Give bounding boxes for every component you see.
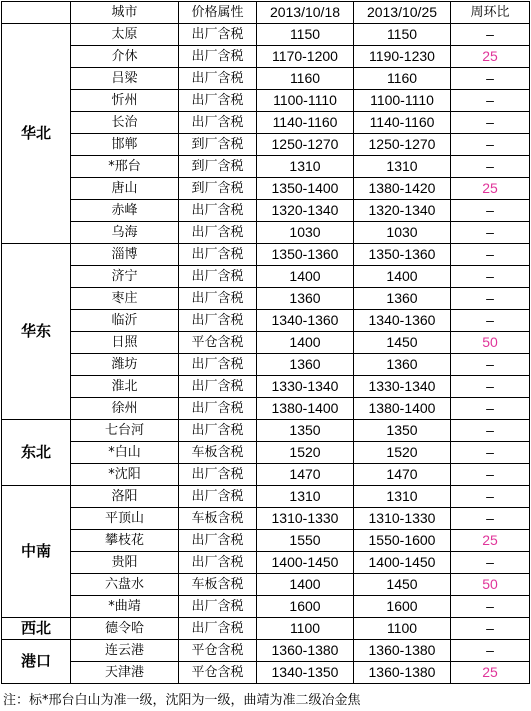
- table-row: [2, 46, 530, 68]
- table-row: [2, 618, 530, 640]
- city-cell: *邢台: [71, 156, 179, 178]
- price-date-2-cell: 1150: [354, 24, 451, 46]
- price-date-2-cell: 1190-1230: [354, 46, 451, 68]
- price-date-1-cell: 1100-1110: [257, 90, 354, 112]
- price-date-2-cell: 1600: [354, 596, 451, 618]
- city-cell: 洛阳: [71, 486, 179, 508]
- price-date-2-cell: 1520: [354, 442, 451, 464]
- table-row: [2, 200, 530, 222]
- price-date-2-cell: 1360: [354, 354, 451, 376]
- price-type-cell: 出厂含税: [179, 376, 257, 398]
- table-row: [2, 156, 530, 178]
- weekly-change-cell: –: [451, 376, 530, 398]
- price-date-2-cell: 1450: [354, 574, 451, 596]
- price-date-1-cell: 1320-1340: [257, 200, 354, 222]
- price-date-2-cell: 1330-1340: [354, 376, 451, 398]
- price-date-1-cell: 1140-1160: [257, 112, 354, 134]
- table-row: [2, 508, 530, 530]
- weekly-change-cell: –: [451, 508, 530, 530]
- weekly-change-cell: 25: [451, 662, 530, 684]
- header-change: 周环比: [451, 2, 530, 24]
- price-type-cell: 到厂含税: [179, 134, 257, 156]
- footnote: 注：标*邢台白山为准一级，沈阳为一级，曲靖为准二级冶金焦: [3, 693, 361, 708]
- price-type-cell: 出厂含税: [179, 112, 257, 134]
- city-cell: 七台河: [71, 420, 179, 442]
- weekly-change-cell: 50: [451, 574, 530, 596]
- table-row: [2, 442, 530, 464]
- weekly-change-cell: –: [451, 156, 530, 178]
- price-date-2-cell: 1250-1270: [354, 134, 451, 156]
- weekly-change-cell: –: [451, 640, 530, 662]
- price-date-1-cell: 1150: [257, 24, 354, 46]
- price-date-1-cell: 1350: [257, 420, 354, 442]
- price-type-cell: 平仓含税: [179, 662, 257, 684]
- price-date-1-cell: 1310: [257, 486, 354, 508]
- weekly-change-cell: –: [451, 398, 530, 420]
- price-type-cell: 出厂含税: [179, 398, 257, 420]
- table-row: [2, 596, 530, 618]
- weekly-change-cell: –: [451, 112, 530, 134]
- price-date-1-cell: 1030: [257, 222, 354, 244]
- table-row: [2, 552, 530, 574]
- price-type-cell: 到厂含税: [179, 178, 257, 200]
- table-row: [2, 266, 530, 288]
- weekly-change-cell: 25: [451, 530, 530, 552]
- price-date-2-cell: 1550-1600: [354, 530, 451, 552]
- price-date-1-cell: 1360: [257, 354, 354, 376]
- price-date-2-cell: 1400: [354, 266, 451, 288]
- city-cell: 太原: [71, 24, 179, 46]
- region-label: 华北: [2, 24, 71, 244]
- price-type-cell: 出厂含税: [179, 244, 257, 266]
- price-type-cell: 车板含税: [179, 442, 257, 464]
- weekly-change-cell: 25: [451, 178, 530, 200]
- coke-price-table: [1, 1, 530, 684]
- price-date-1-cell: 1350-1400: [257, 178, 354, 200]
- price-date-1-cell: 1360: [257, 288, 354, 310]
- price-date-2-cell: 1450: [354, 332, 451, 354]
- price-date-2-cell: 1360-1380: [354, 640, 451, 662]
- table-row: [2, 310, 530, 332]
- price-type-cell: 平仓含税: [179, 332, 257, 354]
- table-row: [2, 134, 530, 156]
- weekly-change-cell: –: [451, 464, 530, 486]
- weekly-change-cell: 50: [451, 332, 530, 354]
- table-row: [2, 332, 530, 354]
- table-body: [2, 24, 530, 684]
- city-cell: 天津港: [71, 662, 179, 684]
- header-city: 城市: [71, 2, 179, 24]
- price-type-cell: 出厂含税: [179, 200, 257, 222]
- table-row: [2, 662, 530, 684]
- price-date-1-cell: 1170-1200: [257, 46, 354, 68]
- price-date-2-cell: 1310: [354, 156, 451, 178]
- table-row: [2, 398, 530, 420]
- city-cell: 赤峰: [71, 200, 179, 222]
- city-cell: 德令哈: [71, 618, 179, 640]
- price-date-2-cell: 1350-1360: [354, 244, 451, 266]
- table-row: [2, 90, 530, 112]
- price-date-1-cell: 1250-1270: [257, 134, 354, 156]
- price-date-1-cell: 1400: [257, 266, 354, 288]
- price-date-1-cell: 1350-1360: [257, 244, 354, 266]
- weekly-change-cell: –: [451, 134, 530, 156]
- price-type-cell: 出厂含税: [179, 464, 257, 486]
- price-date-2-cell: 1310-1330: [354, 508, 451, 530]
- table-row: [2, 420, 530, 442]
- weekly-change-cell: 25: [451, 46, 530, 68]
- price-type-cell: 平仓含税: [179, 640, 257, 662]
- city-cell: 济宁: [71, 266, 179, 288]
- weekly-change-cell: –: [451, 552, 530, 574]
- price-type-cell: 出厂含税: [179, 618, 257, 640]
- price-date-1-cell: 1310-1330: [257, 508, 354, 530]
- price-date-1-cell: 1400: [257, 332, 354, 354]
- table-row: [2, 178, 530, 200]
- price-date-2-cell: 1160: [354, 68, 451, 90]
- weekly-change-cell: –: [451, 200, 530, 222]
- city-cell: 乌海: [71, 222, 179, 244]
- table-row: [2, 244, 530, 266]
- price-type-cell: 出厂含税: [179, 90, 257, 112]
- header-date-2: 2013/10/25: [354, 2, 451, 24]
- weekly-change-cell: –: [451, 90, 530, 112]
- price-type-cell: 出厂含税: [179, 354, 257, 376]
- price-date-2-cell: 1350: [354, 420, 451, 442]
- city-cell: 临沂: [71, 310, 179, 332]
- price-type-cell: 车板含税: [179, 508, 257, 530]
- price-date-1-cell: 1400-1450: [257, 552, 354, 574]
- weekly-change-cell: –: [451, 596, 530, 618]
- table-row: [2, 112, 530, 134]
- price-date-2-cell: 1100-1110: [354, 90, 451, 112]
- city-cell: 连云港: [71, 640, 179, 662]
- weekly-change-cell: –: [451, 486, 530, 508]
- weekly-change-cell: –: [451, 266, 530, 288]
- price-type-cell: 出厂含税: [179, 552, 257, 574]
- table-row: [2, 574, 530, 596]
- table-row: [2, 640, 530, 662]
- price-date-1-cell: 1380-1400: [257, 398, 354, 420]
- price-type-cell: 出厂含税: [179, 266, 257, 288]
- header-region: [2, 2, 71, 24]
- city-cell: 攀枝花: [71, 530, 179, 552]
- price-date-1-cell: 1600: [257, 596, 354, 618]
- price-date-2-cell: 1360: [354, 288, 451, 310]
- weekly-change-cell: –: [451, 354, 530, 376]
- weekly-change-cell: –: [451, 68, 530, 90]
- city-cell: 介休: [71, 46, 179, 68]
- price-type-cell: 出厂含税: [179, 24, 257, 46]
- price-type-cell: 出厂含税: [179, 222, 257, 244]
- price-type-cell: 出厂含税: [179, 310, 257, 332]
- price-type-cell: 出厂含税: [179, 68, 257, 90]
- price-date-2-cell: 1470: [354, 464, 451, 486]
- price-type-cell: 出厂含税: [179, 596, 257, 618]
- table-row: [2, 68, 530, 90]
- city-cell: *沈阳: [71, 464, 179, 486]
- price-date-2-cell: 1380-1400: [354, 398, 451, 420]
- city-cell: 徐州: [71, 398, 179, 420]
- price-date-2-cell: 1340-1360: [354, 310, 451, 332]
- city-cell: 唐山: [71, 178, 179, 200]
- price-date-1-cell: 1400: [257, 574, 354, 596]
- price-date-2-cell: 1360-1380: [354, 662, 451, 684]
- price-date-1-cell: 1360-1380: [257, 640, 354, 662]
- header-price-type: 价格属性: [179, 2, 257, 24]
- price-type-cell: 出厂含税: [179, 288, 257, 310]
- price-date-1-cell: 1310: [257, 156, 354, 178]
- weekly-change-cell: –: [451, 310, 530, 332]
- city-cell: *白山: [71, 442, 179, 464]
- region-label: 中南: [2, 486, 71, 618]
- city-cell: 日照: [71, 332, 179, 354]
- table-row: [2, 354, 530, 376]
- price-date-2-cell: 1100: [354, 618, 451, 640]
- price-date-1-cell: 1340-1350: [257, 662, 354, 684]
- price-date-1-cell: 1470: [257, 464, 354, 486]
- city-cell: 淮北: [71, 376, 179, 398]
- price-type-cell: 出厂含税: [179, 420, 257, 442]
- city-cell: 潍坊: [71, 354, 179, 376]
- table-row: [2, 376, 530, 398]
- city-cell: 贵阳: [71, 552, 179, 574]
- weekly-change-cell: –: [451, 420, 530, 442]
- price-date-2-cell: 1400-1450: [354, 552, 451, 574]
- table-row: [2, 24, 530, 46]
- weekly-change-cell: –: [451, 24, 530, 46]
- price-type-cell: 出厂含税: [179, 486, 257, 508]
- header-row: [2, 2, 530, 24]
- price-date-2-cell: 1320-1340: [354, 200, 451, 222]
- table-row: [2, 464, 530, 486]
- region-label: 华东: [2, 244, 71, 420]
- weekly-change-cell: –: [451, 244, 530, 266]
- city-cell: 淄博: [71, 244, 179, 266]
- city-cell: 长治: [71, 112, 179, 134]
- price-type-cell: 出厂含税: [179, 46, 257, 68]
- table-row: [2, 288, 530, 310]
- price-date-1-cell: 1100: [257, 618, 354, 640]
- price-type-cell: 车板含税: [179, 574, 257, 596]
- city-cell: 忻州: [71, 90, 179, 112]
- price-type-cell: 到厂含税: [179, 156, 257, 178]
- price-date-2-cell: 1380-1420: [354, 178, 451, 200]
- region-label: 港口: [2, 640, 71, 684]
- city-cell: 平顶山: [71, 508, 179, 530]
- price-date-2-cell: 1310: [354, 486, 451, 508]
- price-date-1-cell: 1340-1360: [257, 310, 354, 332]
- price-type-cell: 出厂含税: [179, 530, 257, 552]
- price-date-1-cell: 1330-1340: [257, 376, 354, 398]
- header-date-1: 2013/10/18: [257, 2, 354, 24]
- table-row: [2, 530, 530, 552]
- region-label: 西北: [2, 618, 71, 640]
- weekly-change-cell: –: [451, 442, 530, 464]
- price-date-1-cell: 1520: [257, 442, 354, 464]
- region-label: 东北: [2, 420, 71, 486]
- weekly-change-cell: –: [451, 618, 530, 640]
- price-date-2-cell: 1030: [354, 222, 451, 244]
- city-cell: 枣庄: [71, 288, 179, 310]
- weekly-change-cell: –: [451, 288, 530, 310]
- weekly-change-cell: –: [451, 222, 530, 244]
- city-cell: 邯郸: [71, 134, 179, 156]
- city-cell: 六盘水: [71, 574, 179, 596]
- city-cell: *曲靖: [71, 596, 179, 618]
- price-date-1-cell: 1550: [257, 530, 354, 552]
- table-row: [2, 222, 530, 244]
- city-cell: 吕梁: [71, 68, 179, 90]
- price-date-2-cell: 1140-1160: [354, 112, 451, 134]
- price-date-1-cell: 1160: [257, 68, 354, 90]
- table-row: [2, 486, 530, 508]
